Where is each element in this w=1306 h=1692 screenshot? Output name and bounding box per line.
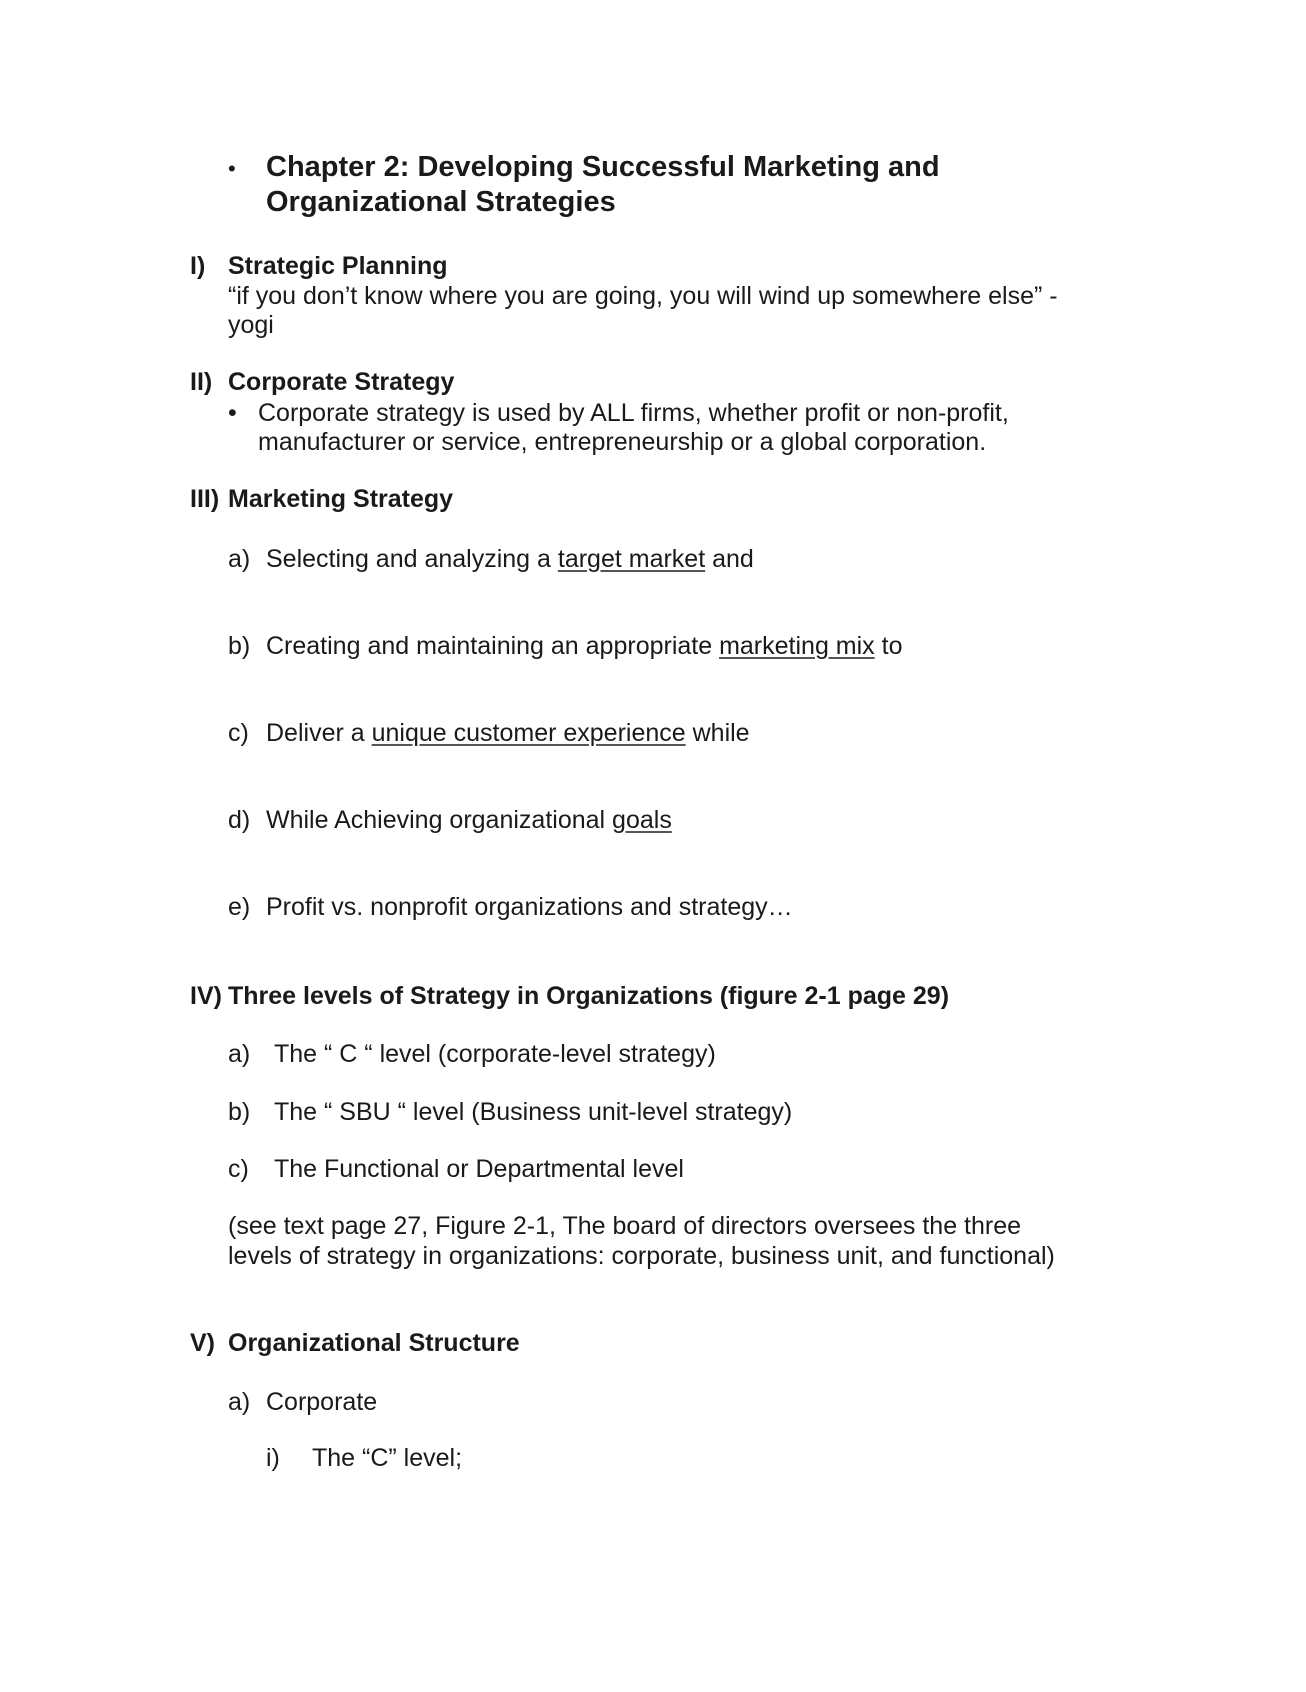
list-item-text: While Achieving organizational goals <box>266 806 672 834</box>
section-5-numeral: V) <box>190 1329 215 1357</box>
list-item-text: Profit vs. nonprofit organizations and strategy… <box>266 893 793 921</box>
section-3-heading: Marketing Strategy <box>228 485 454 513</box>
underlined-term: marketing mix <box>719 632 875 660</box>
underlined-term: goals <box>612 806 672 834</box>
list-item-text: Deliver a unique customer experience while <box>266 719 750 747</box>
section-1-quote-line-1: “if you don’t know where you are going, you will wind up somewhere else” - <box>228 282 1058 310</box>
section-1-quote-line-2: yogi <box>228 311 274 339</box>
section-3-numeral: III) <box>190 485 220 513</box>
list-marker: e) <box>228 893 251 921</box>
list-item-text: Selecting and analyzing a target market and <box>266 545 754 573</box>
list-marker: d) <box>228 806 251 834</box>
list-marker: b) <box>228 632 251 660</box>
list-marker: c) <box>228 719 249 747</box>
section-4-numeral: IV) <box>190 982 222 1010</box>
underlined-term: unique customer experience <box>371 719 686 747</box>
section-2-bullet: • <box>228 399 237 427</box>
list-item-text: The “ SBU “ level (Business unit-level strategy) <box>274 1098 793 1126</box>
list-item-text: Creating and maintaining an appropriate marketing mix to <box>266 632 903 660</box>
list-item-text: The “ C “ level (corporate-level strategy) <box>274 1040 716 1068</box>
section-2-heading: Corporate Strategy <box>228 368 455 396</box>
section-4-note-line-2: levels of strategy in organizations: corporate, business unit, and functional) <box>228 1242 1055 1270</box>
section-4-heading: Three levels of Strategy in Organizations (figure 2-1 page 29) <box>228 982 950 1010</box>
list-marker: c) <box>228 1155 249 1183</box>
sub-list-item-text: The “C” level; <box>312 1444 463 1472</box>
list-item-text: Corporate <box>266 1388 378 1416</box>
underlined-term: target market <box>557 545 706 573</box>
chapter-title-line-2: Organizational Strategies <box>266 186 616 218</box>
title-bullet: • <box>228 156 236 181</box>
section-2-bullet-line-2: manufacturer or service, entrepreneurship or a global corporation. <box>258 428 987 456</box>
section-2-bullet-line-1: Corporate strategy is used by ALL firms, whether profit or non-profit, <box>258 399 1009 427</box>
list-marker: b) <box>228 1098 251 1126</box>
list-marker: a) <box>228 545 251 573</box>
section-4-note-line-1: (see text page 27, Figure 2-1, The board of directors oversees the three <box>228 1212 1022 1240</box>
section-1-heading: Strategic Planning <box>228 252 448 280</box>
list-item-text: The Functional or Departmental level <box>274 1155 684 1183</box>
list-marker: a) <box>228 1040 251 1068</box>
sub-list-marker: i) <box>266 1444 280 1472</box>
section-2-numeral: II) <box>190 368 213 396</box>
list-marker: a) <box>228 1388 251 1416</box>
section-5-heading: Organizational Structure <box>228 1329 520 1357</box>
chapter-title-line-1: Chapter 2: Developing Successful Marketing and <box>266 151 940 183</box>
section-1-numeral: I) <box>190 252 206 280</box>
